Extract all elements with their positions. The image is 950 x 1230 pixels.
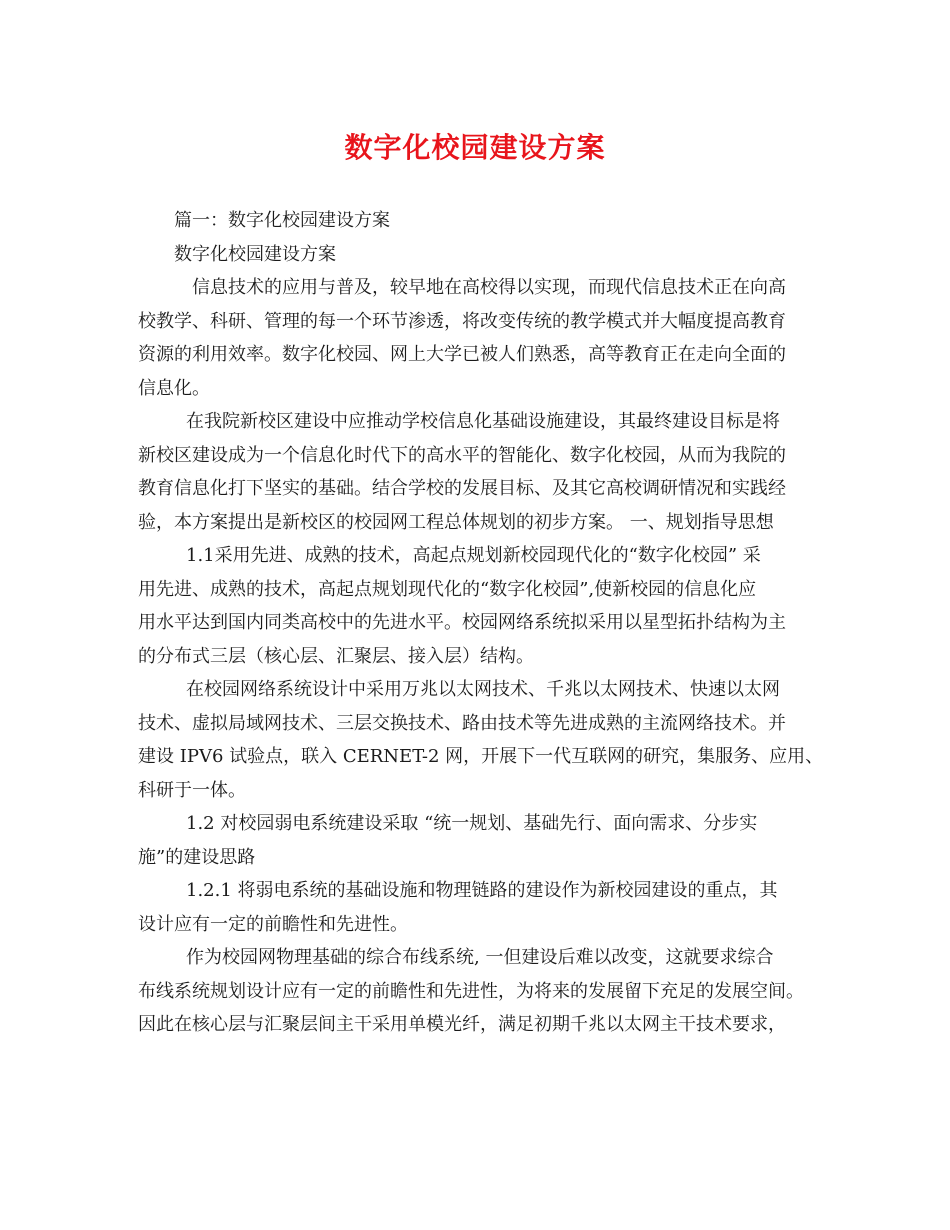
text-line: 施”的建设思路: [138, 846, 256, 868]
text-line: 在我院新校区建设中应推动学校信息化基础设施建设，其最终建设目标是将: [186, 411, 780, 432]
text-line: 信息化。: [138, 377, 210, 399]
text-line: 验，本方案提出是新校区的校园网工程总体规划的初步方案。 一、规划指导思想: [138, 511, 774, 533]
text-line: 1.2 对校园弱电系统建设采取 “统一规划、基础先行、面向需求、分步实: [186, 813, 758, 834]
text-line: 的分布式三层（核心层、汇聚层、接入层）结构。: [138, 645, 534, 667]
document-title: 数字化校园建设方案: [344, 131, 606, 164]
text-line: 建设 IPV6 试验点，联入 CERNET-2 网，开展下一代互联网的研究，集服务、应用、: [138, 746, 824, 767]
text-line: 用水平达到国内同类高校中的先进水平。校园网络系统拟采用以星型拓扑结构为主: [138, 612, 786, 633]
text-line: 技术、虚拟局域网技术、三层交换技术、路由技术等先进成熟的主流网络技术。并: [138, 712, 786, 734]
text-line: 数字化校园建设方案: [174, 243, 336, 265]
text-line: 1.1采用先进、成熟的技术，高起点规划新校园现代化的“数字化校园” 采: [186, 545, 761, 566]
text-line: 篇一：数字化校园建设方案: [174, 210, 390, 231]
text-line: 1.2.1 将弱电系统的基础设施和物理链路的建设作为新校园建设的重点，其: [186, 880, 778, 901]
text-line: 布线系统规划设计应有一定的前瞻性和先进性，为将来的发展留下充足的发展空间。: [138, 980, 804, 1002]
text-line: 信息技术的应用与普及，较早地在高校得以实现，而现代信息技术正在向高: [192, 277, 786, 298]
text-line: 校教学、科研、管理的每一个环节渗透，将改变传统的教学模式并大幅度提高教育: [138, 310, 786, 332]
text-line: 资源的利用效率。数字化校园、网上大学已被人们熟悉，高等教育正在走向全面的: [138, 344, 786, 365]
text-line: 作为校园网物理基础的综合布线系统, 一但建设后难以改变，这就要求综合: [186, 947, 774, 968]
text-line: 教育信息化打下坚实的基础。结合学校的发展目标、及其它高校调研情况和实践经: [138, 478, 786, 499]
text-line: 用先进、成熟的技术，高起点规划现代化的“数字化校园”,使新校园的信息化应: [138, 578, 757, 600]
text-line: 因此在核心层与汇聚层间主干采用单模光纤，满足初期千兆以太网主干技术要求，: [138, 1014, 786, 1035]
text-line: 科研于一体。: [138, 779, 246, 801]
document-body: [138, 204, 824, 1042]
text-line: 设计应有一定的前瞻性和先进性。: [138, 913, 408, 935]
text-line: 在校园网络系统设计中采用万兆以太网技术、千兆以太网技术、快速以太网: [186, 679, 780, 700]
text-line: 新校区建设成为一个信息化时代下的高水平的智能化、数字化校园，从而为我院的: [138, 444, 786, 466]
